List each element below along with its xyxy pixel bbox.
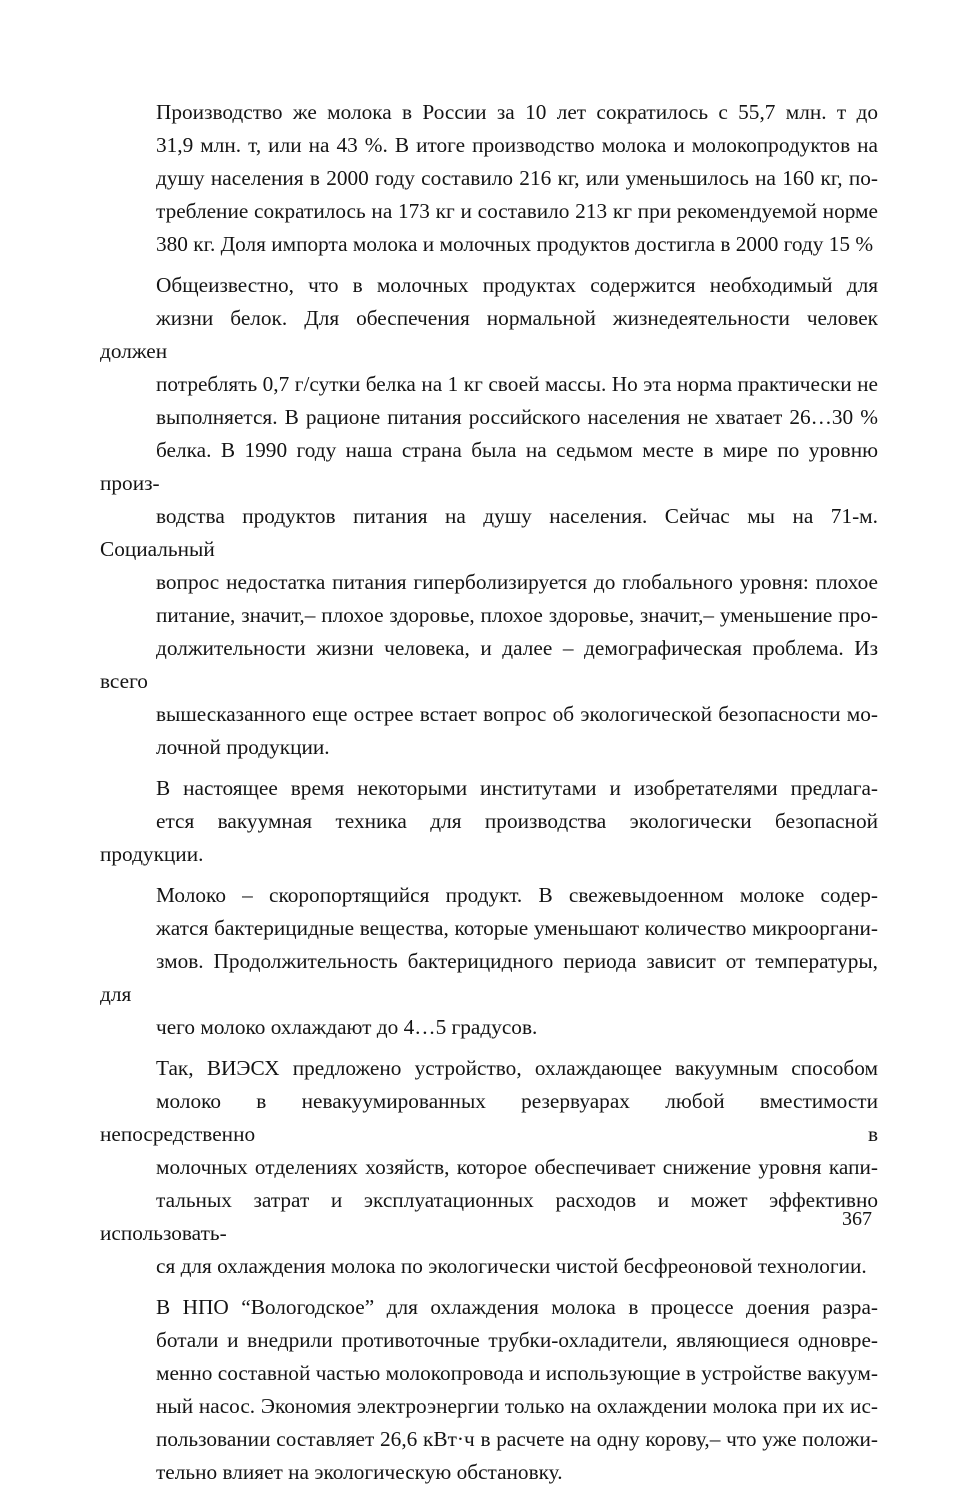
- text-line: ботали и внедрили противоточные трубки-охладители, являющиеся одновре-: [156, 1328, 878, 1352]
- text-line: вышесказанного еще острее встает вопрос об экологической безопасности мо-: [156, 702, 878, 726]
- paragraph-vologodskoe: [100, 1291, 878, 1489]
- text-line: выполняется. В рационе питания российского населения не хватает 26…30 %: [156, 405, 878, 429]
- text-line: Общеизвестно, что в молочных продуктах содержится необходимый для: [156, 273, 878, 297]
- text-line: змов. Продолжительность бактерицидного периода зависит от температуры, для: [100, 949, 878, 1006]
- text-line: тельно влияет на экологическую обстановку.: [156, 1460, 563, 1484]
- text-line: 31,9 млн. т, или на 43 %. В итоге производство молока и молокопродуктов на: [156, 133, 878, 157]
- text-line: водства продуктов питания на душу населения. Сейчас мы на 71-м. Социальный: [100, 504, 878, 561]
- text-line: потреблять 0,7 г/сутки белка на 1 кг своей массы. Но эта норма практически не: [156, 372, 878, 396]
- text-line: лочной продукции.: [156, 735, 330, 759]
- paragraph-viesh-device: [100, 1052, 878, 1283]
- text-line: В настоящее время некоторыми институтами и изобретателями предлага-: [156, 776, 878, 800]
- text-line: питание, значит,– плохое здоровье, плохое здоровье, значит,– уменьшение про-: [156, 603, 878, 627]
- text-line: молоко в невакуумированных резервуарах любой вместимости непосредственно в: [100, 1089, 878, 1146]
- text-line: вопрос недостатка питания гиперболизируется до глобального уровня: плохое: [156, 570, 878, 594]
- text-line: жизни белок. Для обеспечения нормальной жизнедеятельности человек должен: [100, 306, 878, 363]
- text-line: молочных отделениях хозяйств, которое обеспечивает снижение уровня капи-: [156, 1155, 878, 1179]
- paragraph-milk-production: [100, 96, 878, 261]
- text-line: Молоко – скоропортящийся продукт. В свежевыдоенном молоке содер-: [156, 883, 878, 907]
- text-line: жатся бактерицидные вещества, которые уменьшают количество микрооргани-: [156, 916, 878, 940]
- text-line: пользовании составляет 26,6 кВт·ч в расчете на одну корову,– что уже положи-: [156, 1427, 878, 1451]
- text-line: должительности жизни человека, и далее – демографическая проблема. Из всего: [100, 636, 878, 693]
- paragraph-vacuum-technique: [100, 772, 878, 871]
- text-line: белка. В 1990 году наша страна была на седьмом месте в мире по уровню произ-: [100, 438, 878, 495]
- text-line: ется вакуумная техника для производства экологически безопасной продукции.: [100, 809, 878, 866]
- paragraph-protein: [100, 269, 878, 764]
- text-line: Так, ВИЭСХ предложено устройство, охлаждающее вакуумным способом: [156, 1056, 878, 1080]
- text-line: 380 кг. Доля импорта молока и молочных продуктов достигла в 2000 году 15 %: [156, 232, 874, 256]
- page-number: 367: [842, 1208, 872, 1230]
- page-body: [100, 96, 878, 1489]
- text-line: требление сократилось на 173 кг и составило 213 кг при рекомендуемой норме: [156, 199, 878, 223]
- text-line: Производство же молока в России за 10 лет сократилось с 55,7 млн. т до: [156, 100, 878, 124]
- text-line: душу населения в 2000 году составило 216 кг, или уменьшилось на 160 кг, по-: [156, 166, 878, 190]
- text-line: В НПО “Вологодское” для охлаждения молока в процессе доения разра-: [156, 1295, 878, 1319]
- text-line: ный насос. Экономия электроэнергии только на охлаждении молока при их ис-: [156, 1394, 878, 1418]
- paragraph-perishable-milk: [100, 879, 878, 1044]
- text-line: чего молоко охлаждают до 4…5 градусов.: [156, 1015, 538, 1039]
- text-line: менно составной частью молокопровода и использующие в устройстве вакуум-: [156, 1361, 878, 1385]
- text-line: ся для охлаждения молока по экологически чистой бесфреоновой технологии.: [156, 1254, 867, 1278]
- text-line: тальных затрат и эксплуатационных расходов и может эффективно использовать-: [100, 1188, 878, 1245]
